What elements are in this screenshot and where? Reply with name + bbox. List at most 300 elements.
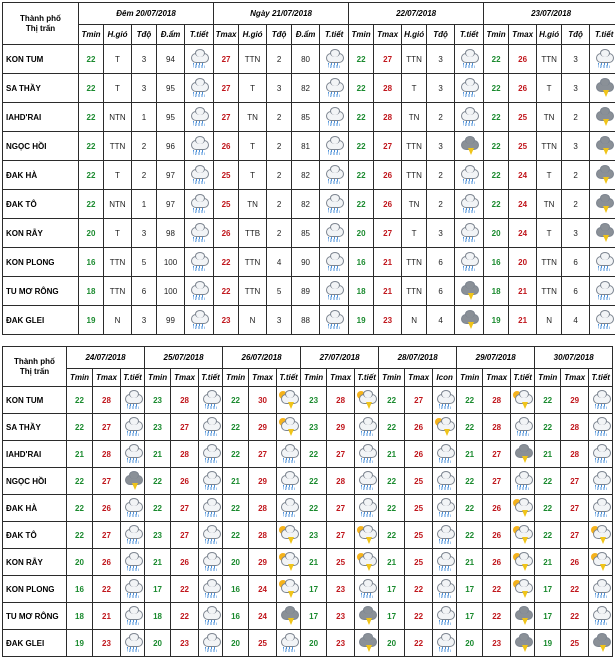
tmin-value: 17: [301, 576, 327, 603]
weather-cell: [590, 248, 615, 277]
tmax-value: 29: [249, 414, 277, 441]
weather-cell: [320, 248, 349, 277]
tmax-value: 26: [171, 549, 199, 576]
city-name: KON TUM: [3, 45, 79, 74]
column-header: Tmin: [457, 369, 483, 387]
tmax-value: 22: [561, 576, 589, 603]
value-cell: 6: [132, 277, 157, 306]
city-name: SA THẦY: [3, 414, 67, 441]
value-cell: 6: [562, 277, 590, 306]
cloud-rain-icon: [201, 633, 221, 653]
value-cell: TN: [239, 103, 267, 132]
tmax-value: 28: [561, 441, 589, 468]
value-cell: T: [239, 161, 267, 190]
cloud-rain-icon: [459, 107, 479, 127]
column-header: T.tiết: [455, 25, 484, 45]
weather-cell: [589, 495, 613, 522]
weather-cell: [277, 414, 301, 441]
tmin-value: 20: [223, 630, 249, 657]
weather-cell: [185, 103, 214, 132]
value-cell: 3: [267, 74, 292, 103]
cloud-storm-icon: [594, 78, 614, 98]
cloud-storm-icon: [459, 136, 479, 156]
value-cell: TTN: [104, 277, 132, 306]
tmin-value: 20: [301, 630, 327, 657]
sun-storm-icon: [513, 390, 533, 410]
value-cell: 97: [157, 190, 185, 219]
tmin-value: 18: [79, 277, 104, 306]
value-cell: 3: [427, 132, 455, 161]
column-header: H.gió: [104, 25, 132, 45]
column-header: T.tiết: [199, 369, 223, 387]
weather-cell: [121, 387, 145, 414]
tmin-value: 22: [301, 441, 327, 468]
city-name: KON RẪY: [3, 219, 79, 248]
weather-cell: [355, 414, 379, 441]
cloud-rain-icon: [591, 444, 611, 464]
tmin-value: 22: [79, 74, 104, 103]
cloud-rain-icon: [591, 390, 611, 410]
tmin-value: 22: [79, 132, 104, 161]
tmax-value: 28: [249, 495, 277, 522]
value-cell: TTN: [104, 132, 132, 161]
table-row: [3, 161, 615, 190]
cloud-rain-icon: [357, 579, 377, 599]
column-header: Tđộ: [267, 25, 292, 45]
column-header: Icon: [433, 369, 457, 387]
date-header: 29/07/2018: [457, 347, 535, 369]
value-cell: 89: [292, 277, 320, 306]
tmin-value: 16: [67, 576, 93, 603]
cloud-rain-icon: [279, 471, 299, 491]
weather-cell: [511, 495, 535, 522]
weather-cell: [355, 441, 379, 468]
city-name: ĐAK TÔ: [3, 190, 79, 219]
tmin-value: 22: [484, 190, 509, 219]
tmax-value: 22: [171, 576, 199, 603]
cloud-storm-icon: [459, 310, 479, 330]
weather-cell: [455, 248, 484, 277]
value-cell: 98: [157, 219, 185, 248]
cloud-rain-icon: [324, 136, 344, 156]
value-cell: 82: [292, 190, 320, 219]
weather-cell: [320, 190, 349, 219]
cloud-rain-icon: [123, 525, 143, 545]
weather-cell: [121, 549, 145, 576]
cloud-storm-icon: [357, 633, 377, 653]
tmax-value: 26: [374, 190, 402, 219]
tmin-value: 17: [145, 576, 171, 603]
cloud-rain-icon: [591, 498, 611, 518]
value-cell: 96: [157, 132, 185, 161]
value-cell: N: [537, 306, 562, 335]
value-cell: 6: [427, 277, 455, 306]
city-name: NGỌC HỒI: [3, 132, 79, 161]
value-cell: T: [537, 161, 562, 190]
cloud-rain-icon: [189, 136, 209, 156]
tmin-value: 23: [301, 522, 327, 549]
tmin-value: 19: [79, 306, 104, 335]
cloud-rain-icon: [435, 498, 455, 518]
column-header: H.gió: [537, 25, 562, 45]
weather-cell: [590, 45, 615, 74]
cloud-rain-icon: [435, 579, 455, 599]
weather-cell: [433, 549, 457, 576]
tmax-value: 28: [374, 74, 402, 103]
weather-cell: [590, 161, 615, 190]
cloud-rain-icon: [189, 281, 209, 301]
date-header: Đêm 20/07/2018: [79, 3, 214, 25]
value-cell: TTN: [537, 277, 562, 306]
tmin-value: 22: [457, 522, 483, 549]
tmax-value: 28: [483, 387, 511, 414]
tmax-value: 25: [405, 495, 433, 522]
tmax-value: 26: [509, 74, 537, 103]
table-row: [3, 414, 613, 441]
value-cell: 6: [427, 248, 455, 277]
tmax-value: 25: [561, 630, 589, 657]
tmin-value: 17: [457, 576, 483, 603]
column-header: Tmax: [483, 369, 511, 387]
cloud-rain-icon: [279, 444, 299, 464]
city-name: TU MƠ RÔNG: [3, 603, 67, 630]
city-name: IAHD'RAI: [3, 441, 67, 468]
weather-cell: [199, 603, 223, 630]
table-row: [3, 387, 613, 414]
tmin-value: 21: [535, 549, 561, 576]
tmax-value: 25: [405, 468, 433, 495]
cloud-rain-icon: [324, 107, 344, 127]
tmax-value: 23: [327, 576, 355, 603]
value-cell: 2: [267, 190, 292, 219]
value-cell: 3: [427, 45, 455, 74]
cloud-rain-icon: [201, 525, 221, 545]
tmin-value: 22: [145, 495, 171, 522]
tmin-value: 22: [223, 414, 249, 441]
tmax-value: 25: [327, 549, 355, 576]
weather-cell: [320, 219, 349, 248]
value-cell: TTN: [402, 45, 427, 74]
value-cell: 3: [267, 306, 292, 335]
tmin-value: 19: [484, 306, 509, 335]
column-header: T.tiết: [590, 25, 615, 45]
value-cell: 2: [132, 132, 157, 161]
city-name: ĐAK GLEI: [3, 630, 67, 657]
weather-cell: [433, 387, 457, 414]
tmax-value: 28: [483, 414, 511, 441]
tmin-value: 22: [79, 190, 104, 219]
weather-cell: [455, 103, 484, 132]
tmin-value: 21: [535, 441, 561, 468]
column-header: H.gió: [402, 25, 427, 45]
table-row: [3, 74, 615, 103]
value-cell: 97: [157, 161, 185, 190]
table-row: [3, 45, 615, 74]
column-header: Tmax: [561, 369, 589, 387]
city-name: KON RẪY: [3, 549, 67, 576]
cloud-rain-icon: [123, 552, 143, 572]
value-cell: TTN: [402, 161, 427, 190]
tmax-value: 27: [171, 522, 199, 549]
column-header: Tmax: [93, 369, 121, 387]
tmin-value: 22: [535, 522, 561, 549]
tmax-value: 28: [171, 441, 199, 468]
sun-storm-icon: [279, 579, 299, 599]
weather-cell: [320, 306, 349, 335]
weather-cell: [355, 468, 379, 495]
tmin-value: 22: [67, 522, 93, 549]
value-cell: 90: [292, 248, 320, 277]
sun-storm-icon: [279, 417, 299, 437]
tmin-value: 16: [223, 603, 249, 630]
tmax-value: 27: [93, 414, 121, 441]
tmax-value: 22: [405, 603, 433, 630]
table-row: [3, 190, 615, 219]
sun-storm-icon: [279, 390, 299, 410]
tmin-value: 21: [223, 468, 249, 495]
tmin-value: 22: [379, 387, 405, 414]
weather-cell: [433, 414, 457, 441]
tmin-value: 17: [457, 603, 483, 630]
column-header: T.tiết: [511, 369, 535, 387]
sun-storm-icon: [591, 552, 611, 572]
weather-cell: [590, 219, 615, 248]
cloud-storm-icon: [279, 606, 299, 626]
sun-storm-icon: [513, 552, 533, 572]
city-name: ĐAK GLEI: [3, 306, 79, 335]
tmax-value: 26: [93, 549, 121, 576]
tmax-value: 21: [374, 277, 402, 306]
value-cell: 94: [157, 45, 185, 74]
column-header: Tmin: [223, 369, 249, 387]
value-cell: 2: [132, 161, 157, 190]
tmin-value: 20: [79, 219, 104, 248]
value-cell: N: [239, 306, 267, 335]
tmin-value: 16: [349, 248, 374, 277]
date-header: 26/07/2018: [223, 347, 301, 369]
tmin-value: 17: [379, 576, 405, 603]
column-header: T.tiết: [185, 25, 214, 45]
tmax-value: 24: [249, 603, 277, 630]
tmin-value: 22: [349, 45, 374, 74]
tmax-value: 26: [509, 45, 537, 74]
tmin-value: 20: [223, 549, 249, 576]
value-cell: 88: [292, 306, 320, 335]
weather-cell: [511, 576, 535, 603]
weather-cell: [455, 161, 484, 190]
column-header: Tmax: [374, 25, 402, 45]
tmax-value: 27: [483, 441, 511, 468]
tmax-value: 26: [374, 161, 402, 190]
tmin-value: 18: [484, 277, 509, 306]
weather-cell: [185, 45, 214, 74]
column-header: Tmin: [349, 25, 374, 45]
column-header: T.tiết: [121, 369, 145, 387]
column-header: Tmin: [379, 369, 405, 387]
tmax-value: 29: [561, 387, 589, 414]
tmax-value: 27: [327, 495, 355, 522]
weather-cell: [511, 522, 535, 549]
tmax-value: 25: [214, 190, 239, 219]
weather-cell: [455, 74, 484, 103]
city-name: KON PLONG: [3, 576, 67, 603]
value-cell: T: [104, 45, 132, 74]
cloud-rain-icon: [357, 417, 377, 437]
column-header: Tmin: [67, 369, 93, 387]
weather-cell: [121, 522, 145, 549]
tmax-value: 22: [483, 576, 511, 603]
tmax-value: 28: [327, 387, 355, 414]
weather-cell: [185, 74, 214, 103]
weather-cell: [185, 132, 214, 161]
city-name: SA THẦY: [3, 74, 79, 103]
column-header: Đ.ẩm: [292, 25, 320, 45]
city-name: IAHD'RAI: [3, 103, 79, 132]
tmin-value: 17: [301, 603, 327, 630]
cloud-rain-icon: [123, 444, 143, 464]
table-row: [3, 248, 615, 277]
weather-cell: [185, 219, 214, 248]
city-header: Thành phố Thị trấn: [3, 347, 67, 387]
tmin-value: 22: [484, 45, 509, 74]
cloud-rain-icon: [459, 252, 479, 272]
tmax-value: 23: [374, 306, 402, 335]
value-cell: N: [402, 306, 427, 335]
weather-cell: [320, 103, 349, 132]
tmin-value: 22: [67, 495, 93, 522]
value-cell: 3: [562, 219, 590, 248]
cloud-rain-icon: [513, 417, 533, 437]
weather-cell: [433, 630, 457, 657]
value-cell: 2: [562, 161, 590, 190]
tmax-value: 22: [171, 603, 199, 630]
tmax-value: 22: [405, 576, 433, 603]
weather-cell: [185, 248, 214, 277]
cloud-rain-icon: [201, 471, 221, 491]
tmin-value: 16: [223, 576, 249, 603]
tmin-value: 22: [79, 45, 104, 74]
weather-cell: [199, 522, 223, 549]
tmax-value: 28: [327, 468, 355, 495]
weather-cell: [590, 132, 615, 161]
tmax-value: 25: [405, 549, 433, 576]
cloud-rain-icon: [123, 390, 143, 410]
weather-cell: [455, 45, 484, 74]
weather-cell: [433, 576, 457, 603]
tmin-value: 21: [379, 441, 405, 468]
value-cell: TTN: [239, 248, 267, 277]
weather-cell: [185, 306, 214, 335]
forecast-table-2: [2, 346, 613, 657]
tmin-value: 22: [379, 495, 405, 522]
cloud-rain-icon: [324, 165, 344, 185]
value-cell: 2: [427, 161, 455, 190]
tmin-value: 20: [457, 630, 483, 657]
cloud-storm-icon: [594, 194, 614, 214]
weather-cell: [511, 387, 535, 414]
cloud-rain-icon: [279, 498, 299, 518]
tmax-value: 23: [327, 630, 355, 657]
weather-cell: [199, 414, 223, 441]
table-row: [3, 522, 613, 549]
tmin-value: 22: [349, 103, 374, 132]
cloud-storm-icon: [591, 633, 611, 653]
tmax-value: 28: [93, 441, 121, 468]
tmax-value: 29: [249, 549, 277, 576]
value-cell: 4: [427, 306, 455, 335]
value-cell: TN: [537, 103, 562, 132]
value-cell: 4: [562, 306, 590, 335]
tmin-value: 22: [223, 387, 249, 414]
tmin-value: 21: [145, 549, 171, 576]
date-header: 30/07/2018: [535, 347, 613, 369]
tmax-value: 27: [561, 522, 589, 549]
tmin-value: 22: [145, 468, 171, 495]
cloud-rain-icon: [591, 579, 611, 599]
value-cell: 1: [132, 103, 157, 132]
cloud-rain-icon: [123, 633, 143, 653]
value-cell: TTB: [239, 219, 267, 248]
tmax-value: 22: [405, 630, 433, 657]
weather-cell: [121, 603, 145, 630]
tmax-value: 27: [93, 468, 121, 495]
cloud-rain-icon: [357, 471, 377, 491]
tmax-value: 21: [374, 248, 402, 277]
column-header: Tmax: [327, 369, 355, 387]
weather-cell: [589, 630, 613, 657]
city-name: ĐAK HÀ: [3, 161, 79, 190]
tmax-value: 27: [374, 219, 402, 248]
weather-cell: [199, 441, 223, 468]
weather-cell: [590, 190, 615, 219]
tmin-value: 17: [535, 603, 561, 630]
value-cell: T: [239, 74, 267, 103]
weather-cell: [185, 190, 214, 219]
value-cell: 1: [132, 190, 157, 219]
cloud-rain-icon: [459, 165, 479, 185]
tmax-value: 29: [327, 414, 355, 441]
tmin-value: 21: [145, 441, 171, 468]
tmin-value: 21: [379, 549, 405, 576]
value-cell: TN: [402, 190, 427, 219]
tmin-value: 17: [535, 576, 561, 603]
weather-cell: [455, 219, 484, 248]
column-header: Tmax: [171, 369, 199, 387]
cloud-storm-icon: [459, 281, 479, 301]
weather-cell: [277, 630, 301, 657]
weather-cell: [455, 190, 484, 219]
cloud-storm-icon: [594, 165, 614, 185]
cloud-rain-icon: [201, 606, 221, 626]
value-cell: 100: [157, 248, 185, 277]
value-cell: 95: [157, 103, 185, 132]
weather-cell: [355, 630, 379, 657]
value-cell: NTN: [104, 103, 132, 132]
tmin-value: 23: [145, 387, 171, 414]
sun-storm-icon: [513, 498, 533, 518]
weather-cell: [355, 549, 379, 576]
tmin-value: 23: [301, 414, 327, 441]
weather-cell: [433, 468, 457, 495]
tmax-value: 30: [249, 387, 277, 414]
sun-storm-icon: [357, 390, 377, 410]
value-cell: 3: [132, 306, 157, 335]
tmin-value: 19: [349, 306, 374, 335]
tmax-value: 26: [483, 522, 511, 549]
value-cell: 100: [157, 277, 185, 306]
tmin-value: 19: [535, 630, 561, 657]
weather-cell: [455, 306, 484, 335]
